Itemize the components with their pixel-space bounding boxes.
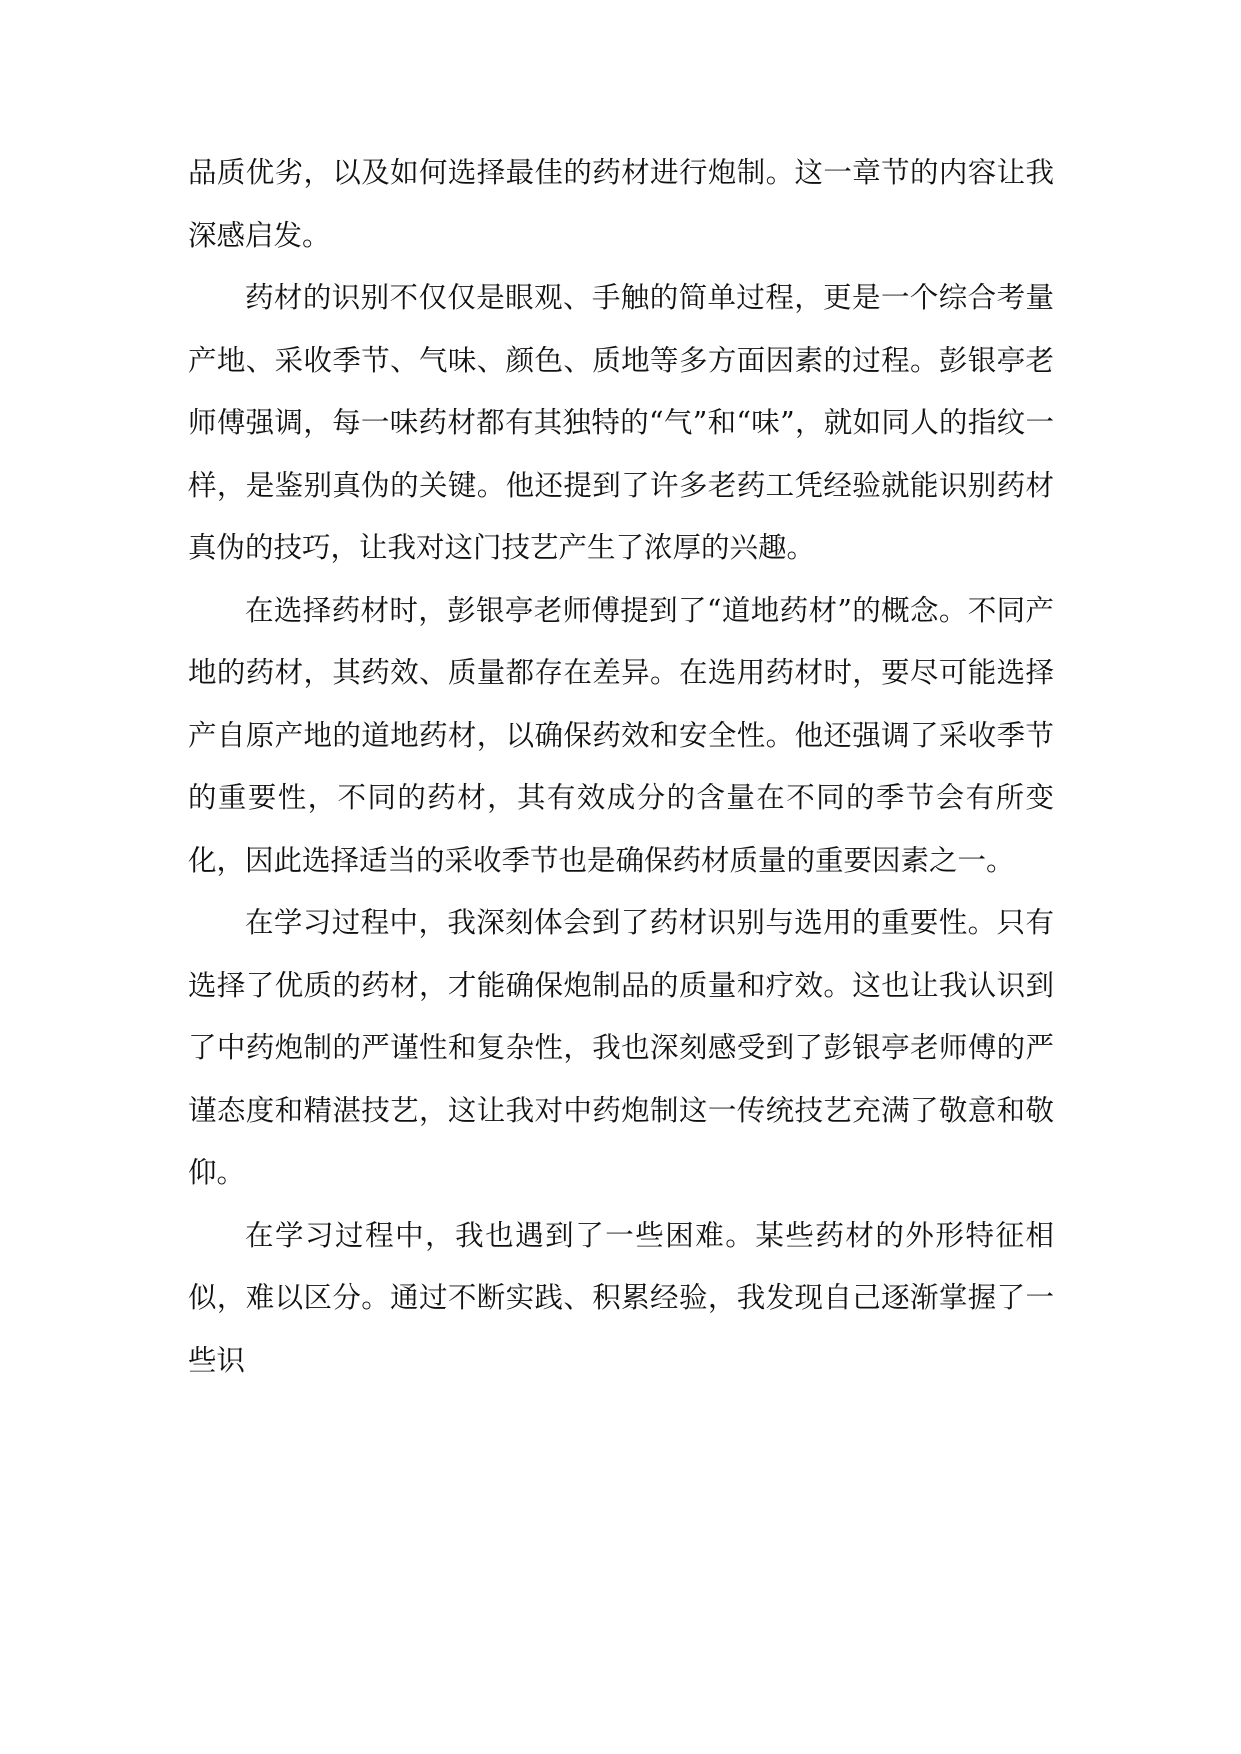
paragraph-herb-identification: 药材的识别不仅仅是眼观、手触的简单过程，更是一个综合考量产地、采收季节、气味、颜色、质地等多方面因素的过程。彭银亭老师傅强调，每一味药材都有其独特的“气”和“味”，就如同人的指纹一样，是鉴别真伪的关键。他还提到了许多老药工凭经验就能识别药材真伪的技巧，让我对这门技艺产生了浓厚的兴趣。: [188, 281, 1054, 564]
paragraph-learning-reflection: 在学习过程中，我深刻体会到了药材识别与选用的重要性。只有选择了优质的药材，才能确保炮制品的质量和疗效。这也让我认识到了中药炮制的严谨性和复杂性，我也深刻感受到了彭银亭老师傅的严谨态度和精湛技艺，这让我对中药炮制这一传统技艺充满了敬意和敬仰。: [188, 906, 1054, 1189]
paragraph-continuation: 品质优劣，以及如何选择最佳的药材进行炮制。这一章节的内容让我深感启发。: [188, 156, 1054, 252]
paragraph-difficulties: 在学习过程中，我也遇到了一些困难。某些药材的外形特征相似，难以区分。通过不断实践、积累经验，我发现自己逐渐掌握了一些识: [188, 1218, 1054, 1377]
paragraph-authentic-herbs: 在选择药材时，彭银亭老师傅提到了“道地药材”的概念。不同产地的药材，其药效、质量都存在差异。在选用药材时，要尽可能选择产自原产地的道地药材，以确保药效和安全性。他还强调了采收季节的重要性，不同的药材，其有效成分的含量在不同的季节会有所变化，因此选择适当的采收季节也是确保药材质量的重要因素之一。: [188, 593, 1054, 877]
document-body: [188, 142, 1054, 1392]
